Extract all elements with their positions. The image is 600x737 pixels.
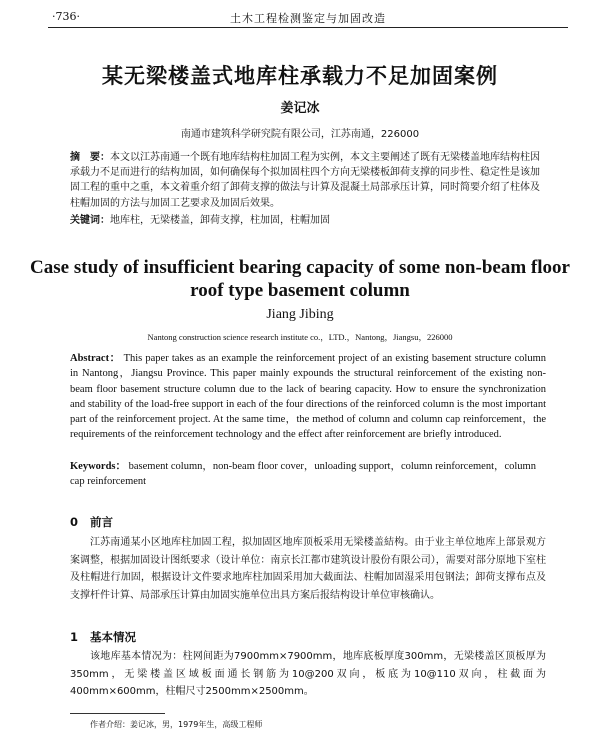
section-paragraph: 该地库基本情况为：柱网间距为7900mm×7900mm，地库底板厚度300mm，无梁楼盖区顶板厚为350mm，无梁楼盖区域板面通长钢筋为10@200双向，板底为10@110双向，柱截面为400mm×600mm，柱帽尺寸2500mm×2500mm。	[70, 651, 546, 697]
section-heading	[70, 514, 113, 530]
section-title: 前言	[90, 515, 113, 529]
abstract-en	[70, 351, 546, 443]
abstract-en-text: This paper takes as an example the reinforcement project of an existing basement structure column in Nantong，Jiangsu Province. This paper mainly expounds the structural reinforcement of the existing non-beam floor basement structure column due to the lack of bearing capacity. How to ensure the synchronization and stability of the load-free support in each of the four directions of the reinforced column is the most important part of the reinforcement project. At the same time，the method of column and column cap reinforcement，the requirements of the reinforcement technology and the effect after reinforcement are briefly introduced.	[70, 353, 546, 441]
abstract-cn	[70, 150, 540, 211]
abstract-cn-label: 摘 要：	[70, 152, 110, 163]
page-number: ·736·	[52, 10, 80, 23]
keywords-cn-label: 关键词：	[70, 215, 110, 226]
section-title: 基本情况	[90, 630, 136, 644]
author-en: Jiang Jibing	[266, 307, 334, 322]
author-footnote: 作者介绍：姜记冰，男，1979年生，高级工程师	[90, 720, 263, 729]
footnote-divider	[70, 713, 165, 714]
section-heading	[70, 629, 136, 645]
keywords-en-label: Keywords：	[70, 461, 126, 472]
paper-title-cn: 某无梁楼盖式地库柱承载力不足加固案例	[102, 63, 498, 88]
abstract-en-label: Abstract：	[70, 353, 121, 364]
section-number: 0	[70, 515, 79, 529]
keywords-cn-text: 地库柱，无梁楼盖，卸荷支撑，柱加固，柱帽加固	[110, 215, 330, 226]
affiliation-cn: 南通市建筑科学研究院有限公司，江苏南通，226000	[180, 129, 420, 140]
keywords-en	[70, 459, 546, 490]
section-number: 1	[70, 630, 79, 644]
abstract-cn-text: 本文以江苏南通一个既有地库结构柱加固工程为实例，本文主要阐述了既有无梁楼盖地库结构柱因承载力不足而进行的结构加固，如何确保每个拟加固柱四个方向无梁楼板卸荷支撑的同步性、稳定性是该加固工程的重中之重，本文着重介绍了卸荷支撑的做法与计算及混凝土局部承压计算，同时简要介绍了柱体及柱帽加固的方法与加固工艺要求及加固后效果。	[70, 152, 540, 209]
journal-title: 土木工程检测鉴定与加固改造	[230, 12, 386, 25]
keywords-cn	[70, 211, 540, 226]
keywords-en-text: basement column，non-beam floor cover，unloading support，column reinforcement，column cap reinforcement	[70, 461, 536, 488]
header-divider	[48, 27, 568, 28]
author-cn: 姜记冰	[280, 101, 320, 116]
section-paragraph: 江苏南通某小区地库柱加固工程，拟加固区地库顶板采用无梁楼盖結构。由于业主单位地库上部景观方案调整，根据加固设计图纸要求（设计单位：南京长江都市建筑设计股份有限公司），需要对部分原地下室柱及柱帽进行加固，根据设计文件要求地库柱加固采用加大截面法、柱帽加固湿采用包钢法；卸荷支撑布点及支撑杆件计算、局部承压计算由加固实施单位出具方案后报结构设计单位审核确认。	[70, 537, 546, 601]
paper-title-en: Case study of insufficient bearing capacity of some non-beam floor roof type basement column	[30, 257, 570, 301]
affiliation-en: Nantong construction science research institute co.，LTD.，Nantong，Jiangsu，226000	[147, 332, 453, 342]
